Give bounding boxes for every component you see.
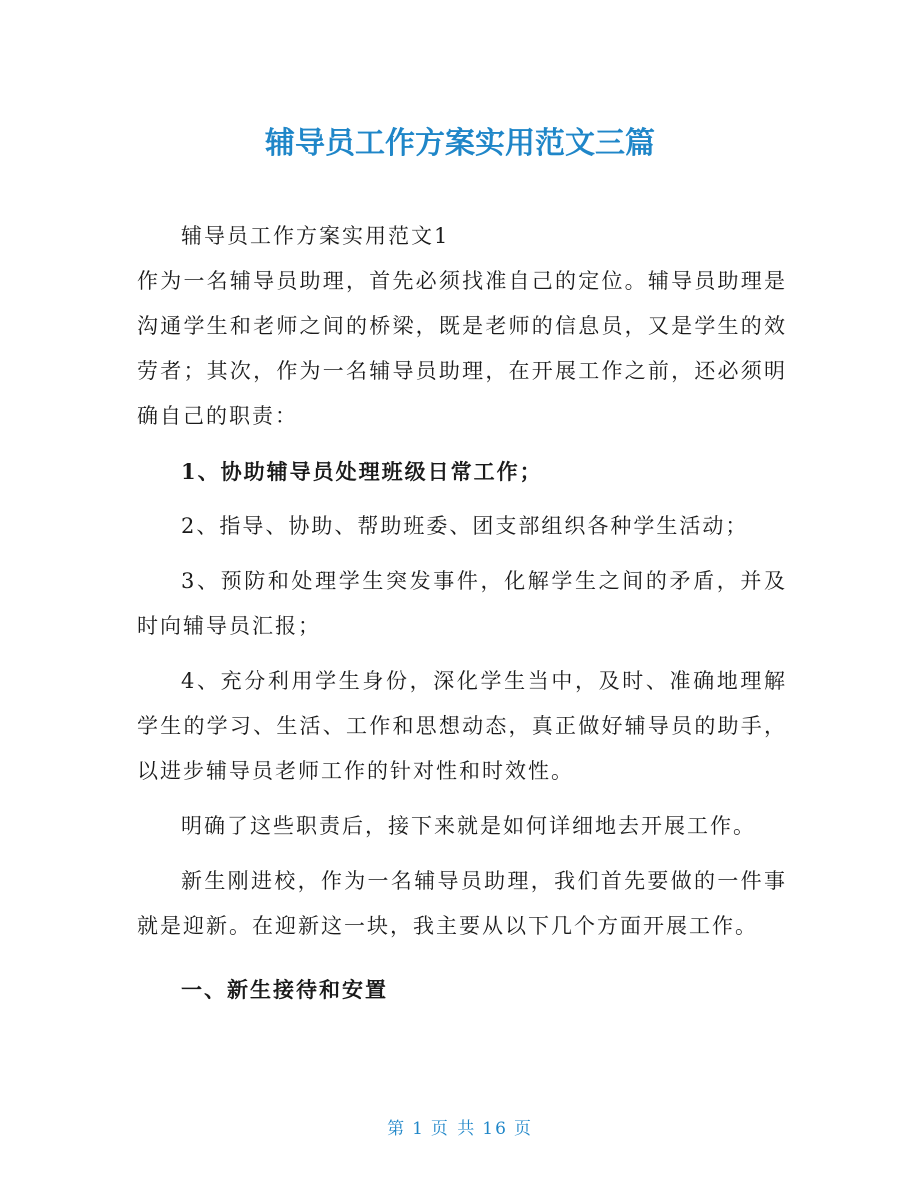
paragraph-welcome: 新生刚进校，作为一名辅导员助理，我们首先要做的一件事就是迎新。在迎新这一块，我主要从以下几个方面开展工作。 [137,869,787,938]
duty-item-4: 4、充分利用学生身份，深化学生当中，及时、准确地理解学生的学习、生活、工作和思想动态，真正做好辅导员的助手，以进步辅导员老师工作的针对性和时效性。 [137,669,787,783]
footer-page-number: 1 [412,1119,425,1139]
duty-item-1: 1、协助辅导员处理班级日常工作； [181,459,543,484]
paragraph-intro: 作为一名辅导员助理，首先必须找准自己的定位。辅导员助理是沟通学生和老师之间的桥梁，既是老师的信息员，又是学生的效劳者；其次，作为一名辅导员助理，在开展工作之前，还必须明确自己的职责： [137,269,787,428]
document-title: 辅导员工作方案实用范文三篇 [265,126,655,161]
subtitle: 辅导员工作方案实用范文1 [181,224,450,248]
page-footer [0,1114,920,1139]
footer-total-pages: 16 [482,1119,508,1139]
footer-middle: 页 共 [430,1119,477,1139]
paragraph-next-steps: 明确了这些职责后，接下来就是如何详细地去开展工作。 [181,814,756,838]
footer-prefix: 第 [387,1119,407,1139]
duty-item-3: 3、预防和处理学生突发事件，化解学生之间的矛盾，并及时向辅导员汇报； [137,569,787,638]
section-heading: 一、新生接待和安置 [181,977,388,1002]
duty-item-2: 2、指导、协助、帮助班委、团支部组织各种学生活动； [181,514,749,538]
document-body [137,214,787,1012]
footer-suffix: 页 [513,1119,533,1139]
